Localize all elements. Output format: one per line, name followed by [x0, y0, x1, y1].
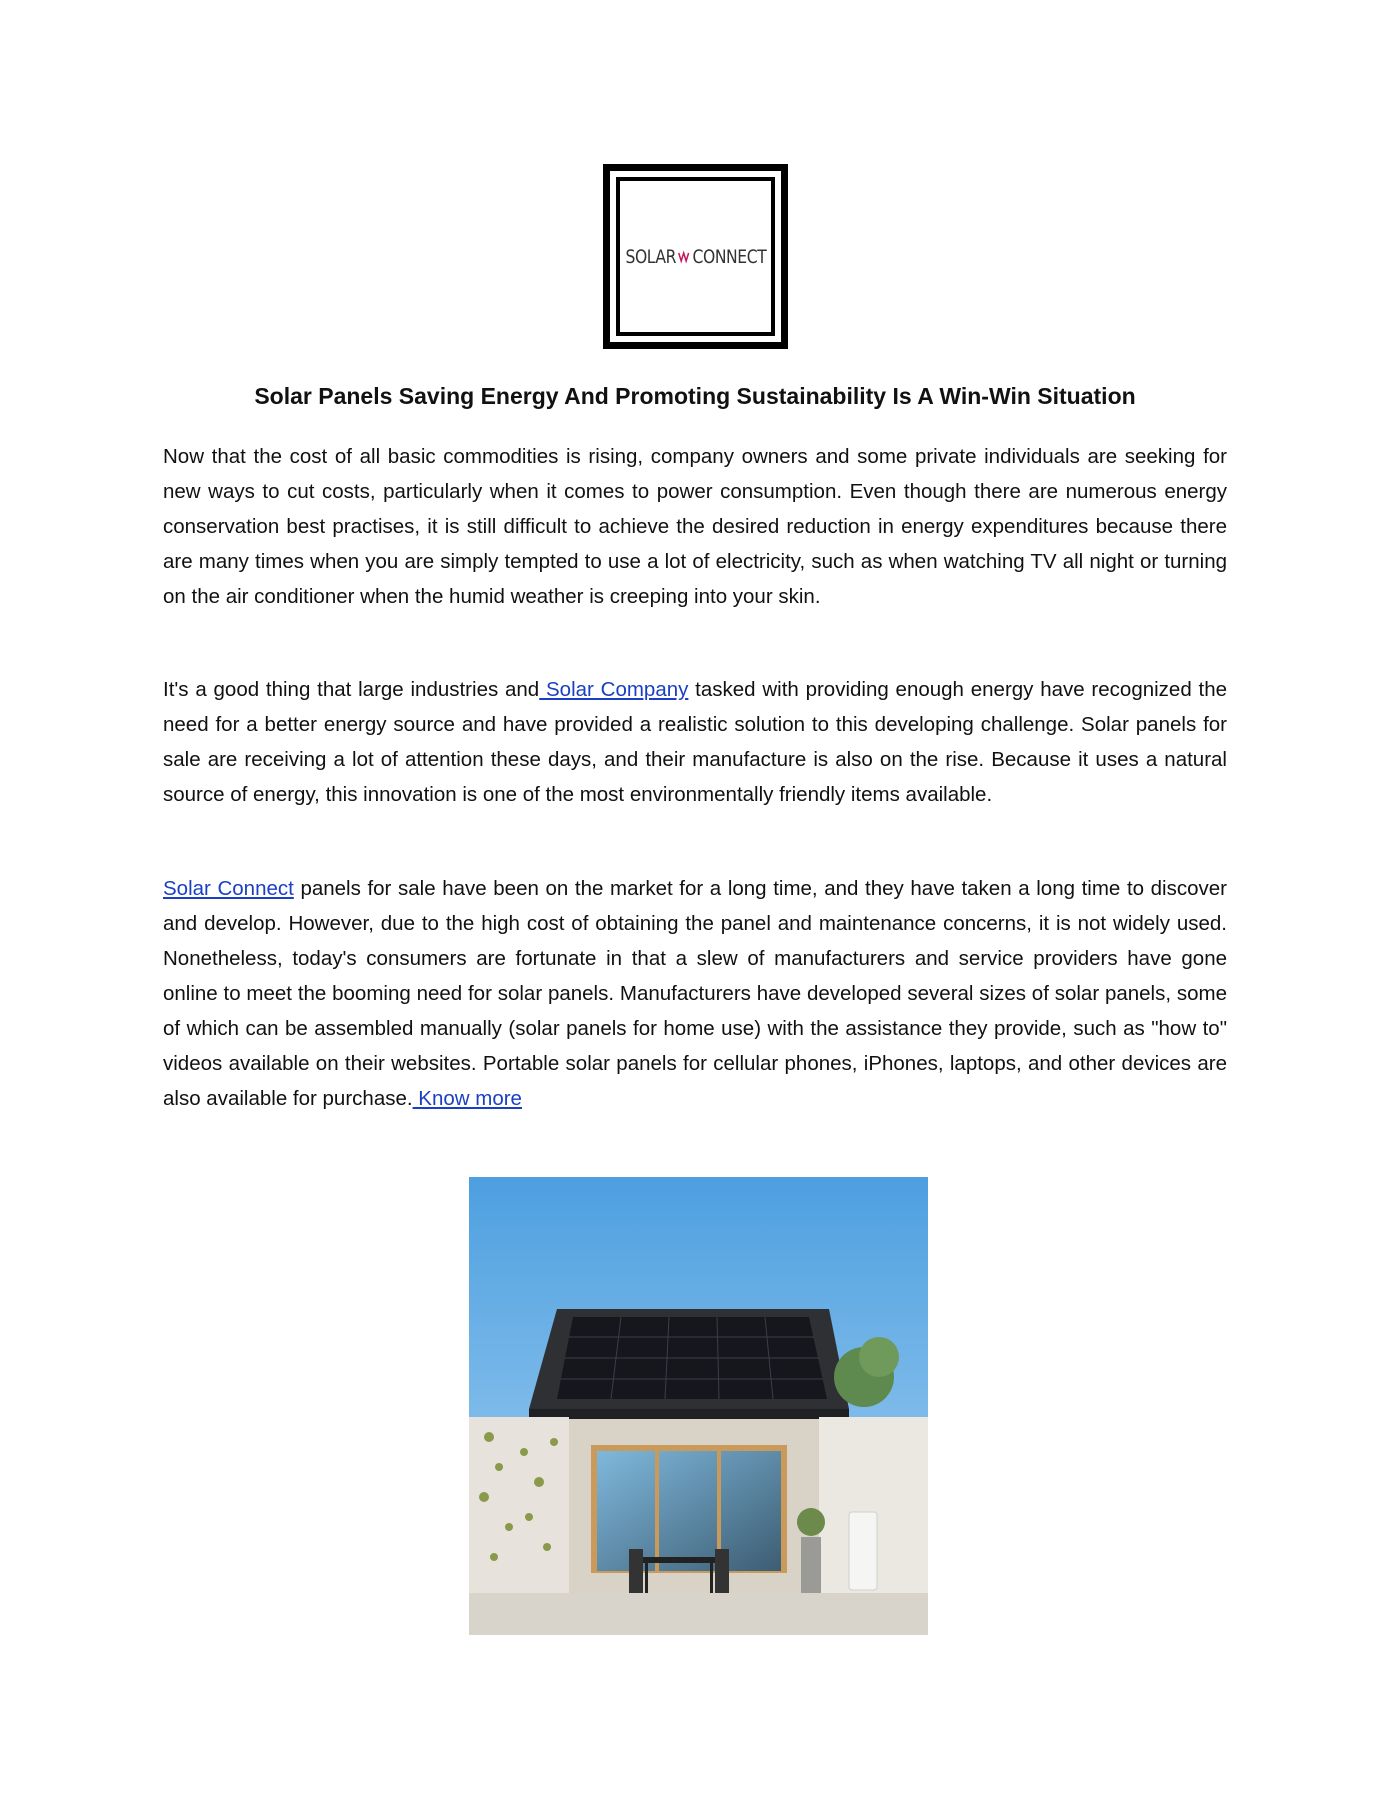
logo-text-right: CONNECT [692, 245, 766, 268]
chair-right [715, 1549, 729, 1593]
logo-zigzag-icon [677, 250, 690, 264]
paragraph-3-text: panels for sale have been on the market for a long time, and they have taken a long time to discover and develop. However, due to the high cost of obtaining the panel and maintenance concerns, it is not widely used. Nonetheless, today's consumers are fortunate in that a slew of manufacturers and service providers have gone online to meet the booming need for solar panels. Manufacturers have developed several sizes of solar panels, some of which can be assembled manually (solar panels for home use) with the assistance they provide, such as "how to" videos available on their websites. Portable solar panels for cellular phones, iPhones, laptops, and other devices are also available for purchase. [163, 877, 1227, 1110]
house-solar-roof-photo [469, 1177, 928, 1635]
solar-connect-link[interactable]: Solar Connect [163, 877, 294, 900]
logo-wordmark [625, 246, 766, 268]
paragraph-2-after: tasked with providing enough energy have recognized the need for a better energy source and have provided a realistic solution to this developing challenge. Solar panels for sale are receiving a lot of attention these days, and their manufacture is also on the rise. Because it uses a natural source of energy, this innovation is one of the most environmentally friendly items available. [163, 678, 1228, 806]
roof-eave [529, 1409, 849, 1419]
table-leg-left [645, 1563, 648, 1593]
battery-unit [849, 1512, 877, 1590]
solar-company-link[interactable]: Solar Company [539, 678, 689, 701]
know-more-link[interactable]: Know more [412, 1087, 522, 1110]
planter [801, 1537, 821, 1593]
tree-foliage [859, 1337, 899, 1377]
patio-table [639, 1557, 719, 1563]
patio-ground [469, 1593, 928, 1635]
paragraph-1: Now that the cost of all basic commodities is rising, company owners and some private individuals are seeking for new ways to cut costs, particularly when it comes to power consumption. Even though there are numerous energy conservation best practises, it is still difficult to achieve the desired reduction in energy expenditures because there are many times when you are simply tempted to use a lot of electricity, such as when watching TV all night or turning on the air conditioner when the humid weather is creeping into your skin. [163, 445, 1227, 608]
chair-left [629, 1549, 643, 1593]
paragraph-3 [163, 871, 1227, 1116]
document-title: Solar Panels Saving Energy And Promoting Sustainability Is A Win-Win Situation [254, 383, 1136, 409]
logo [603, 164, 788, 349]
paragraph-2-before: It's a good thing that large industries and [163, 678, 540, 701]
logo-text-left: SOLAR [625, 245, 676, 268]
paragraph-2 [163, 672, 1227, 812]
planter-plant [797, 1508, 825, 1536]
window-glass [597, 1451, 781, 1571]
table-leg-right [710, 1563, 713, 1593]
logo-border-inner [610, 171, 781, 342]
house-illustration [469, 1177, 928, 1635]
logo-box [616, 177, 775, 336]
